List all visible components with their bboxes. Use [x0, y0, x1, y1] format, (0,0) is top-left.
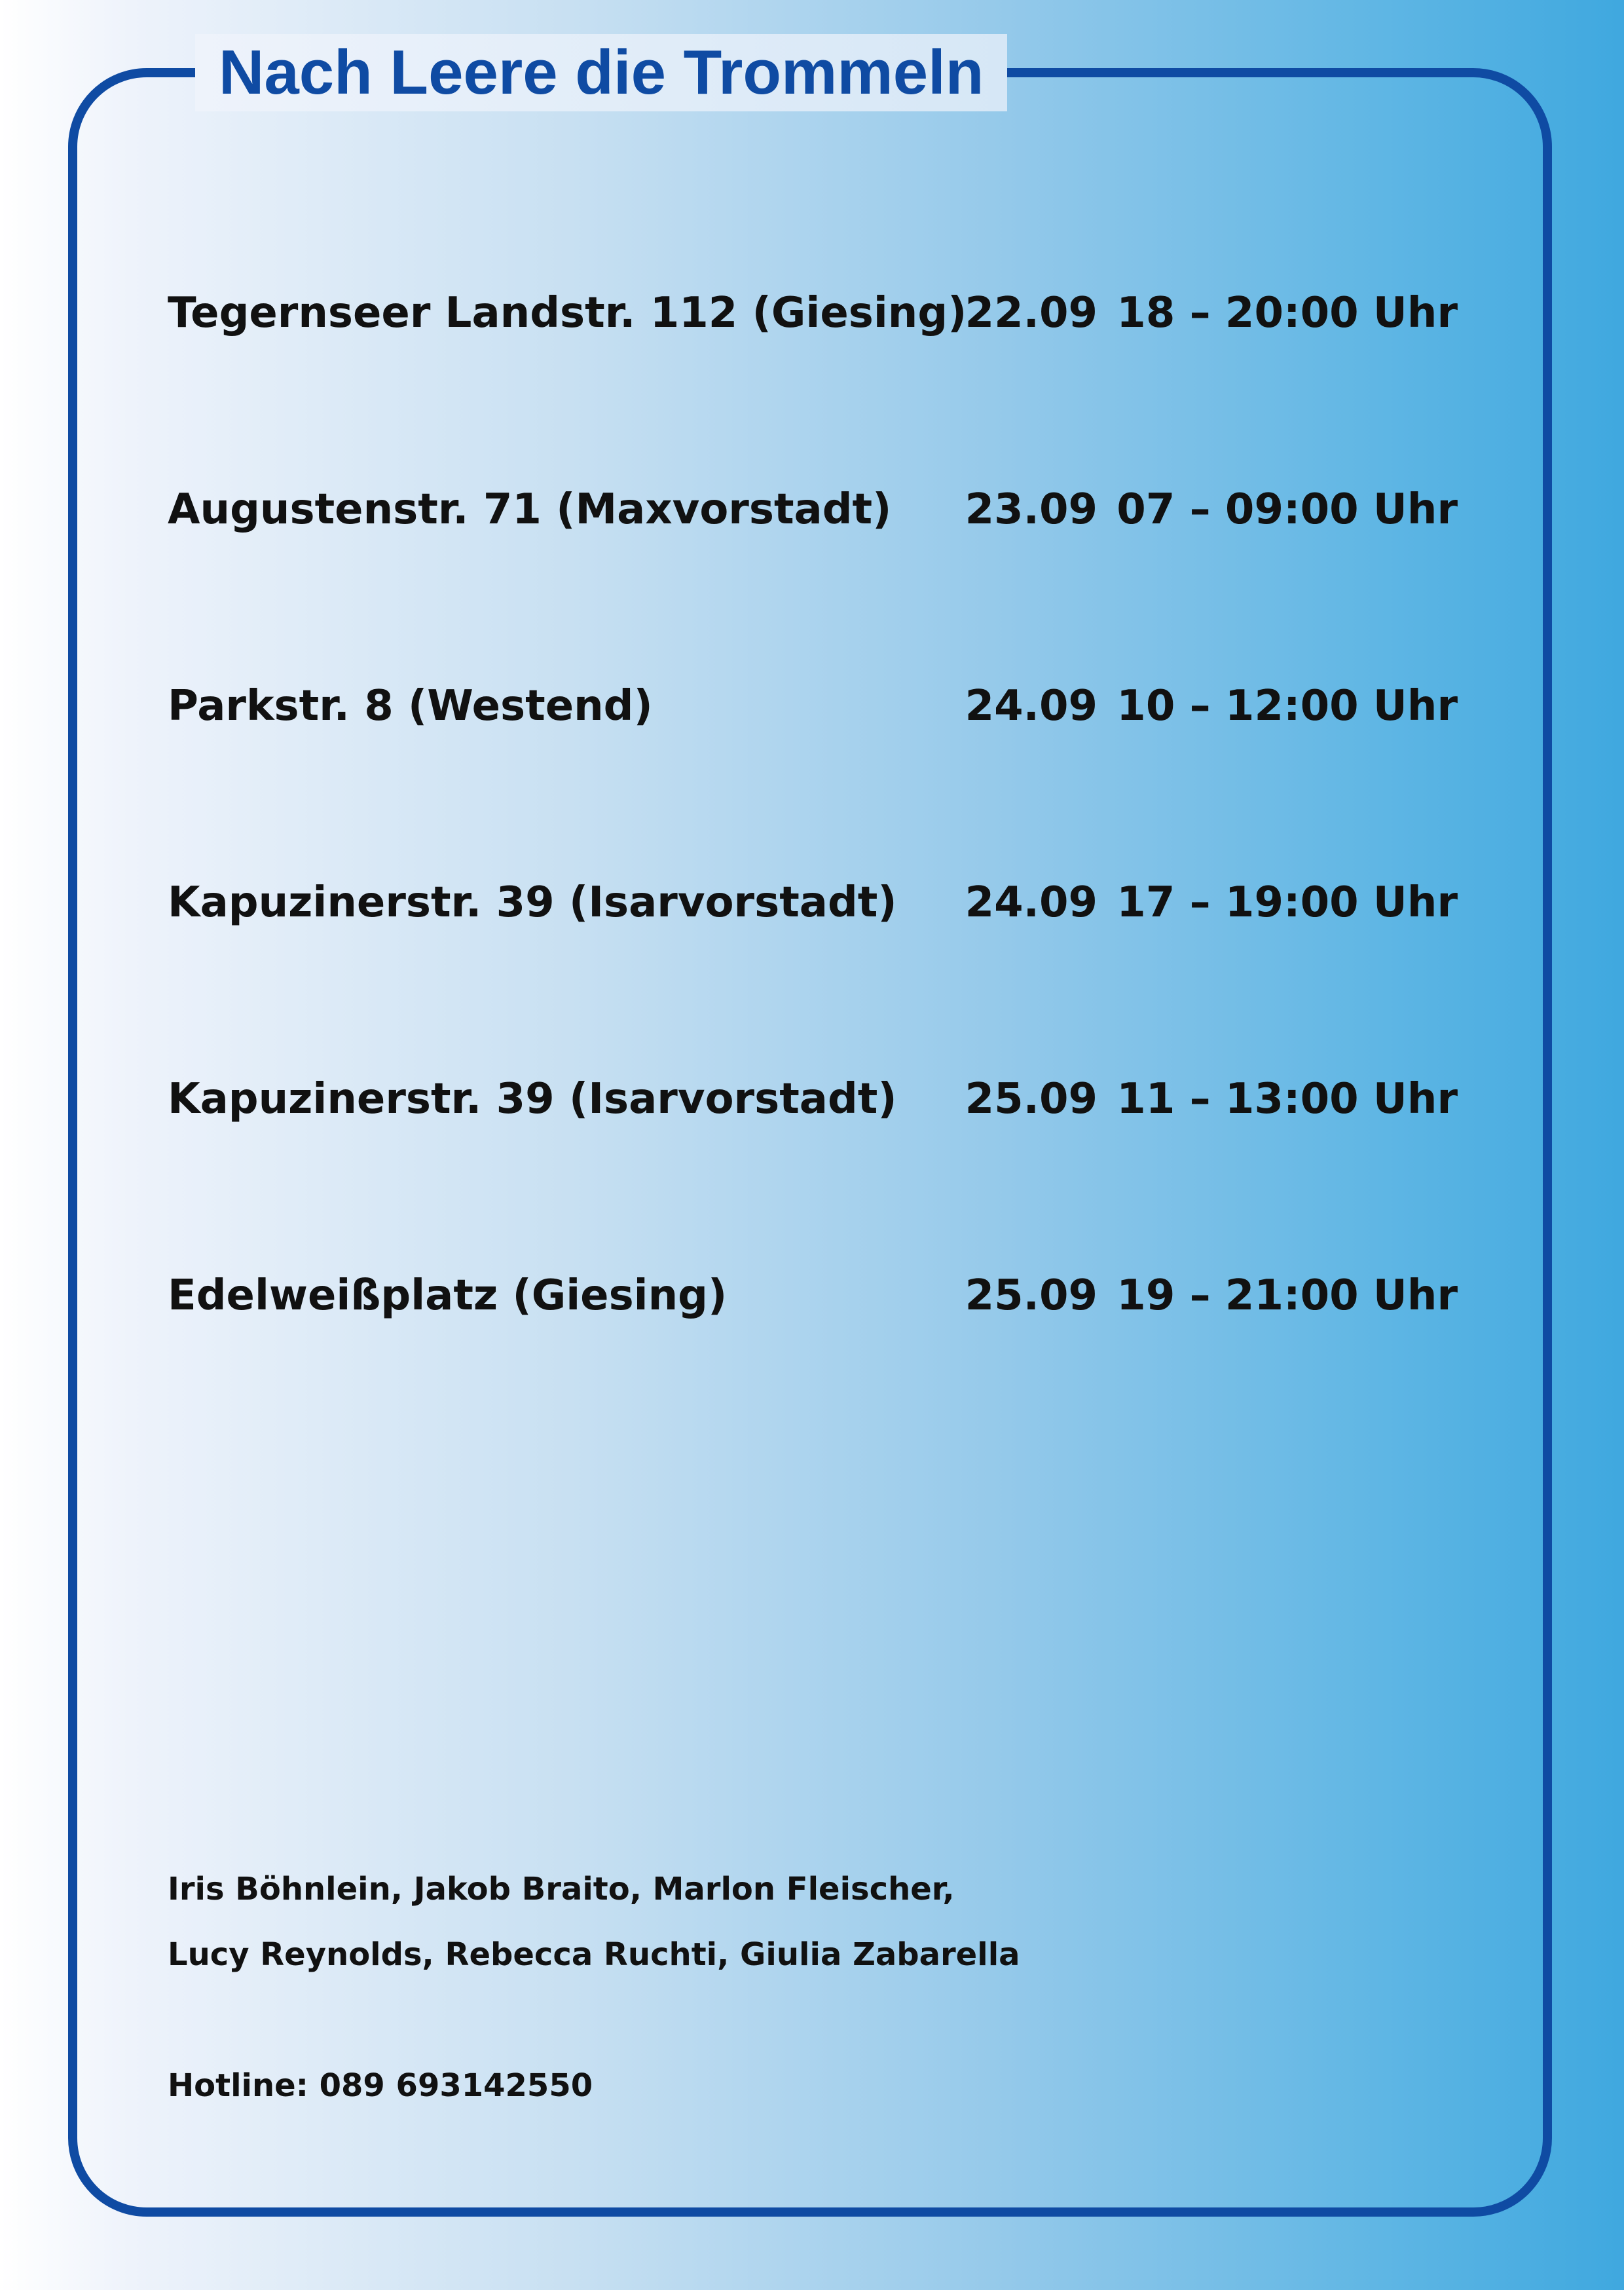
credits — [168, 1856, 1020, 1987]
schedule-time: 17 – 19:00 Uhr — [1116, 878, 1458, 927]
schedule-time: 07 – 09:00 Uhr — [1116, 485, 1458, 534]
schedule-row — [168, 1066, 1458, 1132]
schedule-date: 24.09 — [965, 682, 1098, 730]
schedule-date: 22.09 — [965, 289, 1098, 337]
schedule-place: Kapuzinerstr. 39 (Isarvorstadt) — [168, 1075, 897, 1123]
schedule-place: Tegernseer Landstr. 112 (Giesing) — [168, 289, 967, 337]
schedule-place: Augustenstr. 71 (Maxvorstadt) — [168, 485, 892, 534]
schedule-row — [168, 1263, 1458, 1328]
schedule-row — [168, 477, 1458, 542]
title-box — [195, 34, 1007, 111]
schedule-place: Parkstr. 8 (Westend) — [168, 682, 653, 730]
hotline: Hotline: 089 693142550 — [168, 2067, 593, 2104]
schedule-place: Kapuzinerstr. 39 (Isarvorstadt) — [168, 878, 897, 927]
credits-line: Lucy Reynolds, Rebecca Ruchti, Giulia Zabarella — [168, 1936, 1020, 1973]
schedule-row — [168, 673, 1458, 739]
schedule-time: 18 – 20:00 Uhr — [1116, 289, 1458, 337]
page-title: Nach Leere die Trommeln — [219, 37, 984, 107]
schedule-row — [168, 280, 1458, 346]
schedule-date: 25.09 — [965, 1075, 1098, 1123]
credits-line: Iris Böhnlein, Jakob Braito, Marlon Fleischer, — [168, 1871, 955, 1907]
schedule-date: 25.09 — [965, 1271, 1098, 1320]
schedule-row — [168, 870, 1458, 935]
schedule-time: 11 – 13:00 Uhr — [1116, 1075, 1458, 1123]
schedule-time: 10 – 12:00 Uhr — [1116, 682, 1458, 730]
schedule-date: 24.09 — [965, 878, 1098, 927]
schedule-time: 19 – 21:00 Uhr — [1116, 1271, 1458, 1320]
schedule-date: 23.09 — [965, 485, 1098, 534]
schedule-place: Edelweißplatz (Giesing) — [168, 1271, 728, 1320]
